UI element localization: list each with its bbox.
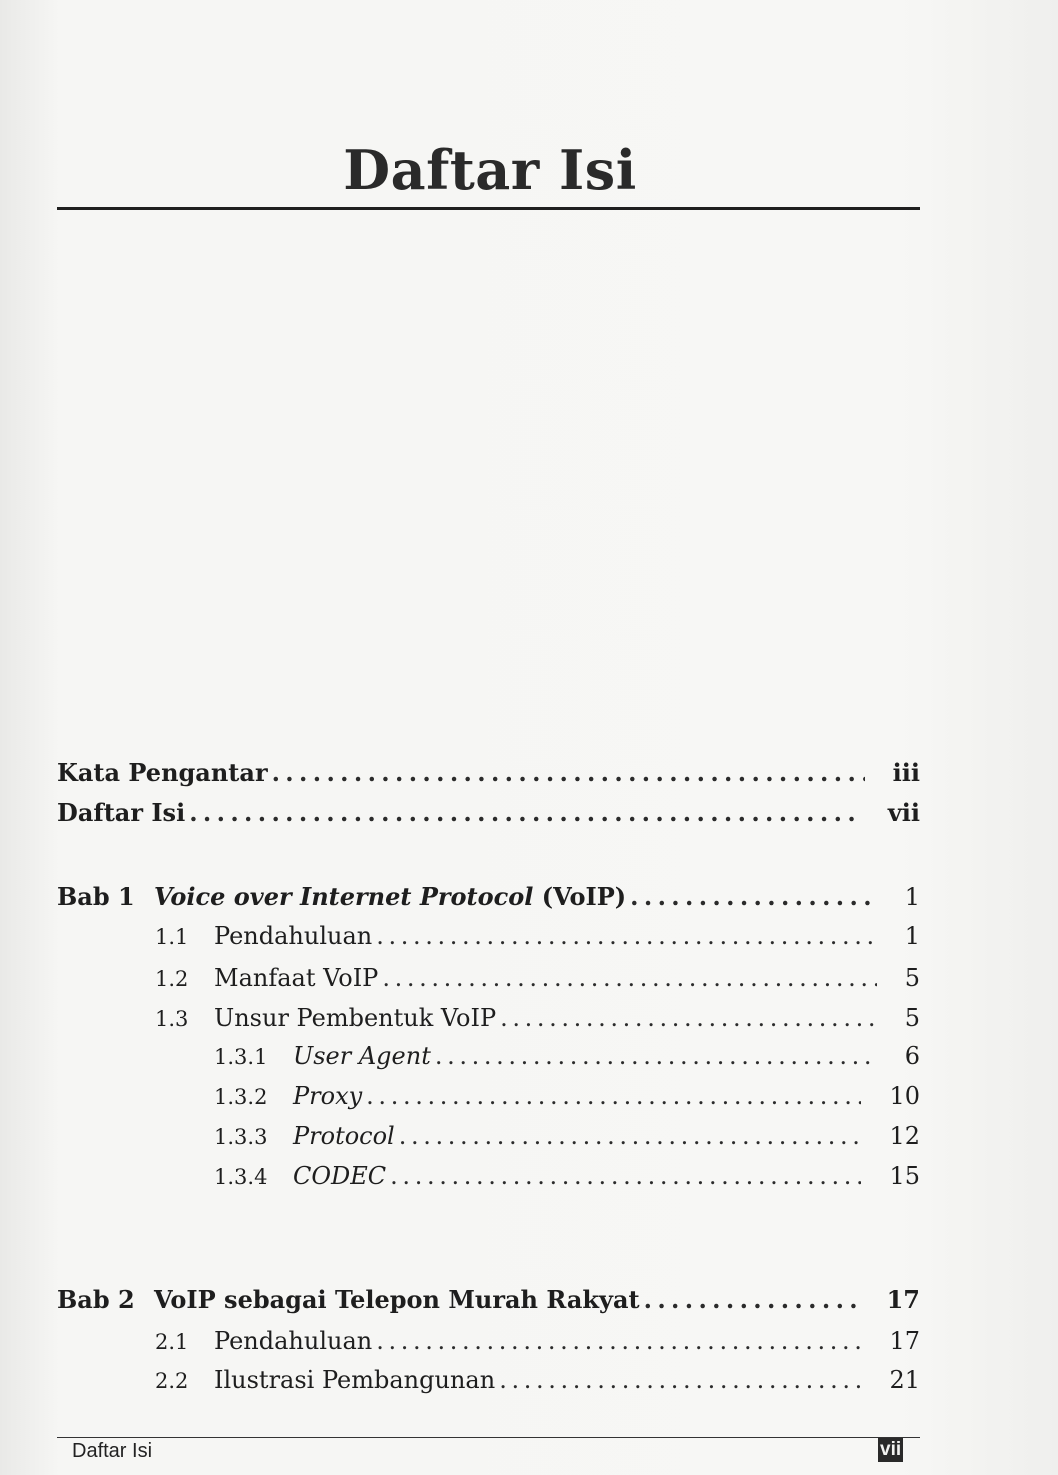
- section-number: 2.2: [155, 1369, 189, 1393]
- toc-entry-kata-pengantar[interactable]: [57, 758, 920, 798]
- chapter-title-italic: Voice over Internet Protocol: [154, 882, 534, 911]
- toc-page-number: 1: [904, 922, 920, 950]
- toc-subsection-1-3-4[interactable]: [214, 1162, 920, 1202]
- toc-page-number: vii: [887, 798, 920, 827]
- toc-section-2-1[interactable]: [155, 1327, 920, 1367]
- toc-chapter-bab-1[interactable]: [57, 882, 920, 922]
- toc-entry-label: Kata Pengantar: [57, 758, 268, 787]
- dot-leader: [399, 1122, 862, 1150]
- toc-section-1-1[interactable]: [155, 922, 920, 962]
- toc-page-number: iii: [892, 758, 920, 787]
- section-label: Pendahuluan: [214, 1327, 373, 1355]
- toc-section-1-2[interactable]: [155, 964, 920, 1004]
- toc-subsection-1-3-1[interactable]: [214, 1042, 920, 1082]
- section-label: Pendahuluan: [214, 922, 373, 950]
- toc-page-number: 5: [904, 964, 920, 992]
- subsection-label: Protocol: [293, 1122, 395, 1150]
- section-number: 1.2: [155, 967, 189, 991]
- chapter-number: Bab 1: [57, 882, 135, 911]
- toc-page-number: 15: [889, 1162, 920, 1190]
- subsection-label: User Agent: [293, 1042, 431, 1070]
- subsection-label: Proxy: [293, 1082, 363, 1110]
- footer-rule: [57, 1437, 920, 1438]
- toc-page-number: 1: [904, 883, 920, 911]
- toc-section-2-2[interactable]: [155, 1366, 920, 1406]
- toc-page-number: 5: [904, 1004, 920, 1032]
- section-label: Unsur Pembentuk VoIP: [214, 1004, 497, 1032]
- section-label: Ilustrasi Pembangunan: [214, 1366, 496, 1394]
- subsection-number: 1.3.1: [214, 1045, 268, 1069]
- subsection-label: CODEC: [293, 1162, 387, 1190]
- footer-page-number: vii: [880, 1439, 902, 1460]
- toc-entry-daftar-isi[interactable]: [57, 798, 920, 838]
- dot-leader: [435, 1042, 877, 1070]
- dot-leader: [382, 964, 876, 992]
- chapter-title-rest: (VoIP): [533, 882, 627, 911]
- dot-leader: [366, 1082, 861, 1110]
- toc-page-number: 17: [889, 1327, 920, 1355]
- dot-leader: [189, 798, 860, 827]
- subsection-number: 1.3.3: [214, 1125, 268, 1149]
- footer-section-label: Daftar Isi: [72, 1440, 153, 1462]
- toc-subsection-1-3-3[interactable]: [214, 1122, 920, 1162]
- chapter-title: [154, 882, 626, 911]
- toc-chapter-bab-2[interactable]: [57, 1285, 920, 1325]
- dot-leader: [630, 882, 877, 911]
- section-number: 2.1: [155, 1330, 189, 1354]
- subsection-number: 1.3.2: [214, 1085, 268, 1109]
- subsection-number: 1.3.4: [214, 1165, 268, 1189]
- chapter-number: Bab 2: [57, 1285, 135, 1314]
- toc-subsection-1-3-2[interactable]: [214, 1082, 920, 1122]
- toc-page-number: 12: [889, 1122, 920, 1150]
- toc-page-number: 6: [904, 1042, 920, 1070]
- dot-leader: [499, 1366, 861, 1394]
- section-label: Manfaat VoIP: [214, 964, 379, 992]
- toc-page-number: 10: [889, 1082, 920, 1110]
- toc-page-number: 21: [889, 1366, 920, 1394]
- section-number: 1.3: [155, 1007, 189, 1031]
- chapter-title: VoIP sebagai Telepon Murah Rakyat: [154, 1285, 640, 1314]
- dot-leader: [500, 1004, 877, 1032]
- dot-leader: [376, 1327, 861, 1355]
- toc-page-number: 17: [886, 1285, 920, 1314]
- title-underline: [57, 207, 920, 210]
- dot-leader: [390, 1162, 861, 1190]
- dot-leader: [644, 1285, 859, 1314]
- toc-section-1-3[interactable]: [155, 1004, 920, 1044]
- dot-leader: [376, 922, 877, 950]
- section-number: 1.1: [155, 925, 189, 949]
- toc-entry-label: Daftar Isi: [57, 798, 186, 827]
- dot-leader: [272, 758, 865, 787]
- page-title: Daftar Isi: [343, 138, 637, 202]
